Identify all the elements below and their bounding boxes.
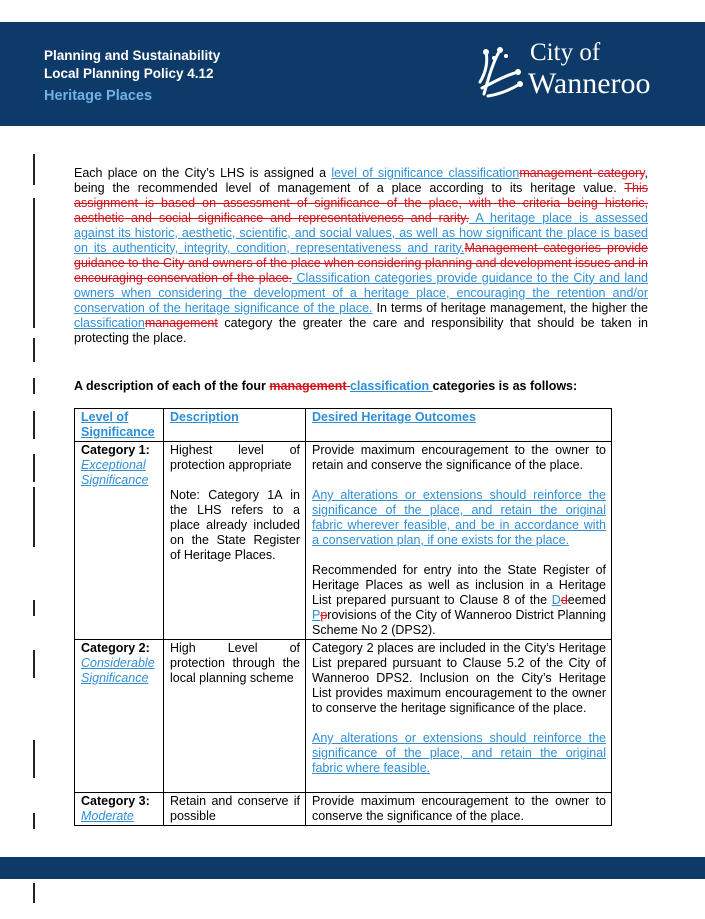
logo-text-city-of: City of: [530, 39, 601, 66]
outcome-insertion: Any alterations or extensions should reinforce the significance of the place, and retain the original fabric wherever feasible, and be in accordance with a conservation plan, if one exists for the place.: [312, 488, 606, 547]
description-text: Highest level of protection appropriate: [170, 443, 300, 472]
category-name: Category 2:: [81, 641, 150, 655]
outcome-cell: [306, 793, 612, 826]
level-cell: [75, 640, 164, 793]
tracked-insertion: P: [312, 608, 321, 622]
table-header-row: [75, 409, 612, 442]
outcome-text: Provide maximum encouragement to the owner to retain and conserve the significance of the place.: [312, 443, 606, 472]
category-name: Category 1:: [81, 443, 150, 457]
change-bar: [33, 487, 35, 547]
categories-heading: [74, 379, 654, 394]
change-bar: [33, 338, 35, 362]
text-run: A description of each of the four: [74, 379, 270, 393]
header-policy-title: Heritage Places: [44, 88, 153, 104]
text-run: Each place on the City’s LHS is assigned a: [74, 165, 332, 180]
page-header: [0, 22, 705, 126]
text-run: eemed: [567, 593, 606, 607]
header-level: Level of Significance: [75, 409, 164, 442]
category-level: Moderate: [81, 809, 134, 823]
description-cell: [164, 442, 306, 640]
level-cell: [75, 793, 164, 826]
header-description: Description: [164, 409, 306, 442]
table-row: [75, 793, 612, 826]
tracked-deletion: management: [269, 379, 350, 393]
header-department: Planning and Sustainability: [44, 48, 221, 63]
outcome-cell: [306, 442, 612, 640]
outcome-text: Provide maximum encouragement to the owner to conserve the significance of the place.: [312, 794, 606, 823]
level-cell: [75, 442, 164, 640]
category-name: Category 3:: [81, 794, 150, 808]
outcome-register-text: [312, 563, 606, 638]
change-bar: [33, 883, 35, 903]
change-bar: [33, 454, 35, 482]
header-policy-number: Local Planning Policy 4.12: [44, 66, 214, 81]
description-text: Retain and conserve if possible: [170, 794, 300, 823]
tracked-insertion: Classification categories provide guidance to the City and land owners when considering the development of a heritage place, encouraging the retention and/or conservation of the heritage significance of the place.: [74, 270, 648, 315]
tracked-deletion: Management categories provide guidance to the City and owners of the place when considering planning and development issues and in encouraging conservation of the place.: [74, 240, 649, 285]
tracked-deletion: This assignment is based on assessment of significance of the place, with the criteria being historic, aesthetic and social significance and representativeness and rarity.: [74, 180, 648, 225]
category-level: Considerable Significance: [81, 656, 155, 685]
text-run: category the greater the care and responsibility that should be taken in protecting the place.: [74, 315, 648, 345]
change-bar: [33, 813, 35, 829]
outcome-cell: [306, 640, 612, 793]
description-note: Note: Category 1A in the LHS refers to a place already included on the State Register of Heritage Places.: [170, 488, 300, 562]
change-bar: [33, 650, 35, 678]
text-run: rovisions of the City of Wanneroo District Planning Scheme No 2 (DPS2).: [312, 608, 606, 637]
description-cell: [164, 640, 306, 793]
text-run: In terms of heritage management, the higher the: [372, 300, 648, 315]
wattle-emblem-icon: [474, 42, 524, 102]
tracked-insertion: classification: [349, 379, 433, 393]
tracked-deletion: management: [144, 315, 218, 330]
significance-table: [74, 408, 612, 826]
intro-paragraph: [74, 166, 648, 346]
outcome-insertion: Any alterations or extensions should reinforce the significance of the place, and retain the original fabric where feasible.: [312, 731, 606, 775]
page-footer-band: [0, 857, 705, 879]
tracked-insertion: level of significance classification: [331, 165, 520, 180]
change-bar: [33, 600, 35, 616]
logo-text-wanneroo: Wanneroo: [528, 67, 651, 100]
outcome-text: Category 2 places are included in the City’s Heritage List prepared pursuant to Clause 5.2 of the City of Wanneroo DPS2. Inclusion on the City’s Heritage List provides maximum encouragement to the owner to conserve the heritage significance of the place.: [312, 641, 606, 715]
change-bar: [33, 378, 35, 394]
description-text: High Level of protection through the local planning scheme: [170, 641, 300, 685]
header-outcomes: Desired Heritage Outcomes: [306, 409, 612, 442]
table-row: [75, 640, 612, 793]
city-logo: [474, 40, 684, 104]
tracked-deletion: p: [320, 608, 328, 622]
tracked-insertion: D: [551, 593, 561, 607]
table-row: [75, 442, 612, 640]
text-run: categories is as follows:: [432, 379, 578, 393]
text-run: , being the recommended level of management of a place according to its heritage value.: [74, 165, 648, 195]
change-bar: [33, 740, 35, 778]
change-bar: [33, 154, 35, 185]
description-cell: [164, 793, 306, 826]
change-bar: [33, 411, 35, 439]
tracked-deletion: d: [560, 593, 568, 607]
tracked-insertion: A heritage place is assessed against its historic, aesthetic, scientific, and social values, as well as how significant the place is based on its authenticity, integrity, condition, representativeness and rarity.: [74, 210, 648, 255]
tracked-insertion: classification: [74, 315, 145, 330]
change-bar: [33, 198, 35, 328]
tracked-deletion: management category: [519, 165, 645, 180]
text-run: Recommended for entry into the State Register of Heritage Places as well as inclusion in a Heritage List prepared pursuant to Clause 8 of the: [312, 563, 606, 607]
category-level: Exceptional Significance: [81, 458, 149, 487]
